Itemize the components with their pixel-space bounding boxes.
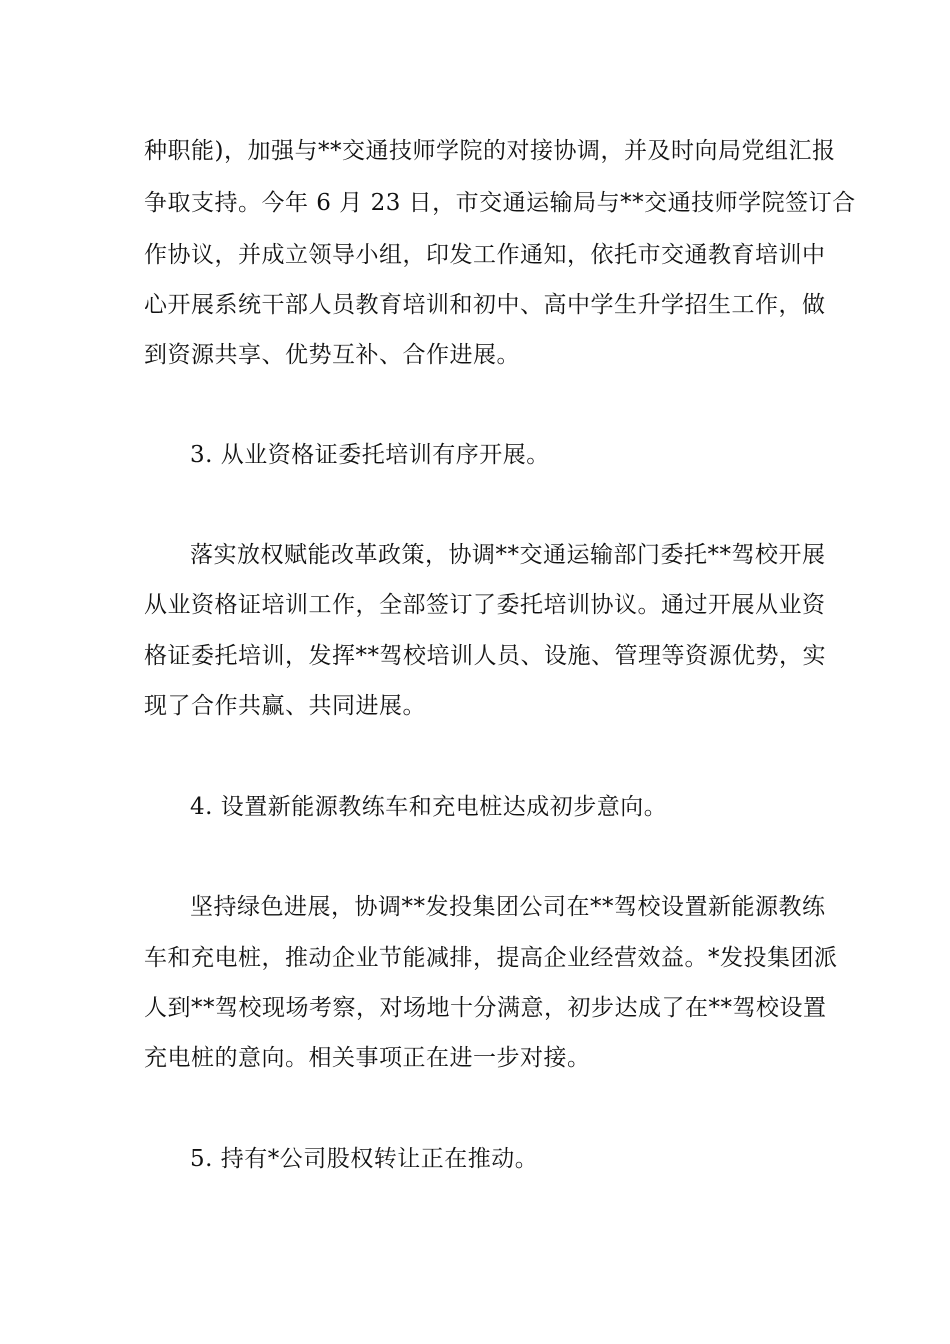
paragraph-line: 心开展系统干部人员教育培训和初中、高中学生升学招生工作，做	[144, 292, 826, 318]
paragraph-line: 作协议，并成立领导小组，印发工作通知，依托市交通教育培训中	[144, 242, 826, 268]
paragraph-line: 争取支持。今年 6 月 23 日，市交通运输局与**交通技师学院签订合	[144, 190, 856, 216]
paragraph-line: 现了合作共赢、共同进展。	[144, 693, 426, 719]
section-heading-4: 4. 设置新能源教练车和充电桩达成初步意向。	[190, 794, 668, 820]
paragraph-line: 车和充电桩，推动企业节能减排，提高企业经营效益。*发投集团派	[144, 945, 838, 971]
paragraph-line: 从业资格证培训工作，全部签订了委托培训协议。通过开展从业资	[144, 592, 826, 618]
paragraph-line: 落实放权赋能改革政策，协调**交通运输部门委托**驾校开展	[190, 542, 826, 568]
paragraph-line: 格证委托培训，发挥**驾校培训人员、设施、管理等资源优势，实	[144, 643, 826, 669]
section-heading-5: 5. 持有*公司股权转让正在推动。	[190, 1146, 539, 1172]
paragraph-line: 种职能)，加强与**交通技师学院的对接协调，并及时向局党组汇报	[144, 138, 836, 164]
section-heading-3: 3. 从业资格证委托培训有序开展。	[190, 442, 550, 468]
paragraph-line: 坚持绿色进展，协调**发投集团公司在**驾校设置新能源教练	[190, 894, 826, 920]
paragraph-line: 充电桩的意向。相关事项正在进一步对接。	[144, 1045, 591, 1071]
paragraph-line: 人到**驾校现场考察，对场地十分满意，初步达成了在**驾校设置	[144, 995, 827, 1021]
paragraph-line: 到资源共享、优势互补、合作进展。	[144, 342, 520, 368]
